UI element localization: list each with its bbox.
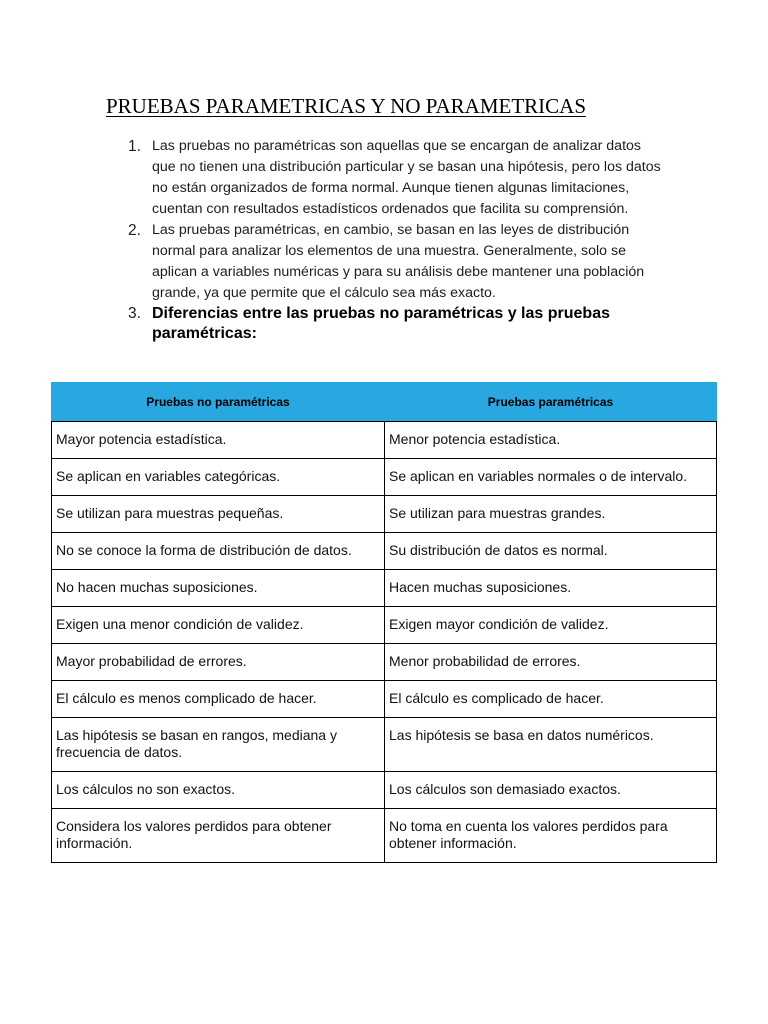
table-cell: Exigen una menor condición de validez.: [52, 607, 385, 644]
table-cell: Se utilizan para muestras grandes.: [385, 496, 717, 533]
table-row: [52, 570, 717, 607]
list-item: [128, 220, 668, 304]
table-cell: Su distribución de datos es normal.: [385, 533, 717, 570]
list-item-number: 1.: [128, 138, 141, 155]
table-cell: Menor probabilidad de errores.: [385, 644, 717, 681]
table-cell: Se aplican en variables normales o de intervalo.: [385, 459, 717, 496]
table-row: [52, 718, 717, 772]
table-row: [52, 607, 717, 644]
table-row: [52, 459, 717, 496]
page-title: PRUEBAS PARAMETRICAS Y NO PARAMETRICAS: [106, 94, 587, 118]
table-cell: Menor potencia estadística.: [385, 422, 717, 459]
table-cell: Se utilizan para muestras pequeñas.: [52, 496, 385, 533]
table-cell: No hacen muchas suposiciones.: [52, 570, 385, 607]
list-item-number: 2.: [128, 222, 141, 239]
table-cell: Mayor probabilidad de errores.: [52, 644, 385, 681]
table-cell: El cálculo es menos complicado de hacer.: [52, 681, 385, 718]
column-header-non-parametric: Pruebas no paramétricas: [52, 383, 385, 422]
list-item-number: 3.: [128, 305, 141, 322]
list-item-text: Las pruebas paramétricas, en cambio, se basan en las leyes de distribución normal para analizar los elementos de una muestra. Generalmente, solo se aplican a variables numéricas y para su análisis debe mantener una población grande, ya que permite que el cálculo sea más exacto.: [152, 222, 645, 301]
table-cell: Se aplican en variables categóricas.: [52, 459, 385, 496]
column-header-parametric: Pruebas paramétricas: [385, 383, 717, 422]
table-row: [52, 422, 717, 459]
table-cell: Considera los valores perdidos para obtener información.: [52, 809, 385, 863]
table-cell: Las hipótesis se basa en datos numéricos.: [385, 718, 717, 772]
list-item-text: Las pruebas no paramétricas son aquellas que se encargan de analizar datos que no tienen una distribución particular y se basan una hipótesis, pero los datos no están organizados de forma normal. Aunque tienen algunas limitaciones, cuentan con resultados estadísticos ordenados que facilita su comprensión.: [152, 138, 661, 217]
table-row: [52, 681, 717, 718]
list-item: [128, 304, 668, 344]
table-cell: Los cálculos son demasiado exactos.: [385, 772, 717, 809]
table-cell: No se conoce la forma de distribución de datos.: [52, 533, 385, 570]
table-row: [52, 533, 717, 570]
table-header-row: [52, 383, 717, 422]
table-row: [52, 644, 717, 681]
numbered-list: [128, 136, 668, 344]
list-item-text: Diferencias entre las pruebas no paramétricas y las pruebas paramétricas:: [152, 305, 610, 342]
comparison-table: [51, 382, 717, 863]
table-row: [52, 809, 717, 863]
table-cell: El cálculo es complicado de hacer.: [385, 681, 717, 718]
table-cell: Mayor potencia estadística.: [52, 422, 385, 459]
table-cell: Hacen muchas suposiciones.: [385, 570, 717, 607]
table-cell: Las hipótesis se basan en rangos, mediana y frecuencia de datos.: [52, 718, 385, 772]
table-cell: Exigen mayor condición de validez.: [385, 607, 717, 644]
table-cell: Los cálculos no son exactos.: [52, 772, 385, 809]
list-item: [128, 136, 668, 220]
table-cell: No toma en cuenta los valores perdidos para obtener información.: [385, 809, 717, 863]
table-row: [52, 772, 717, 809]
table-row: [52, 496, 717, 533]
